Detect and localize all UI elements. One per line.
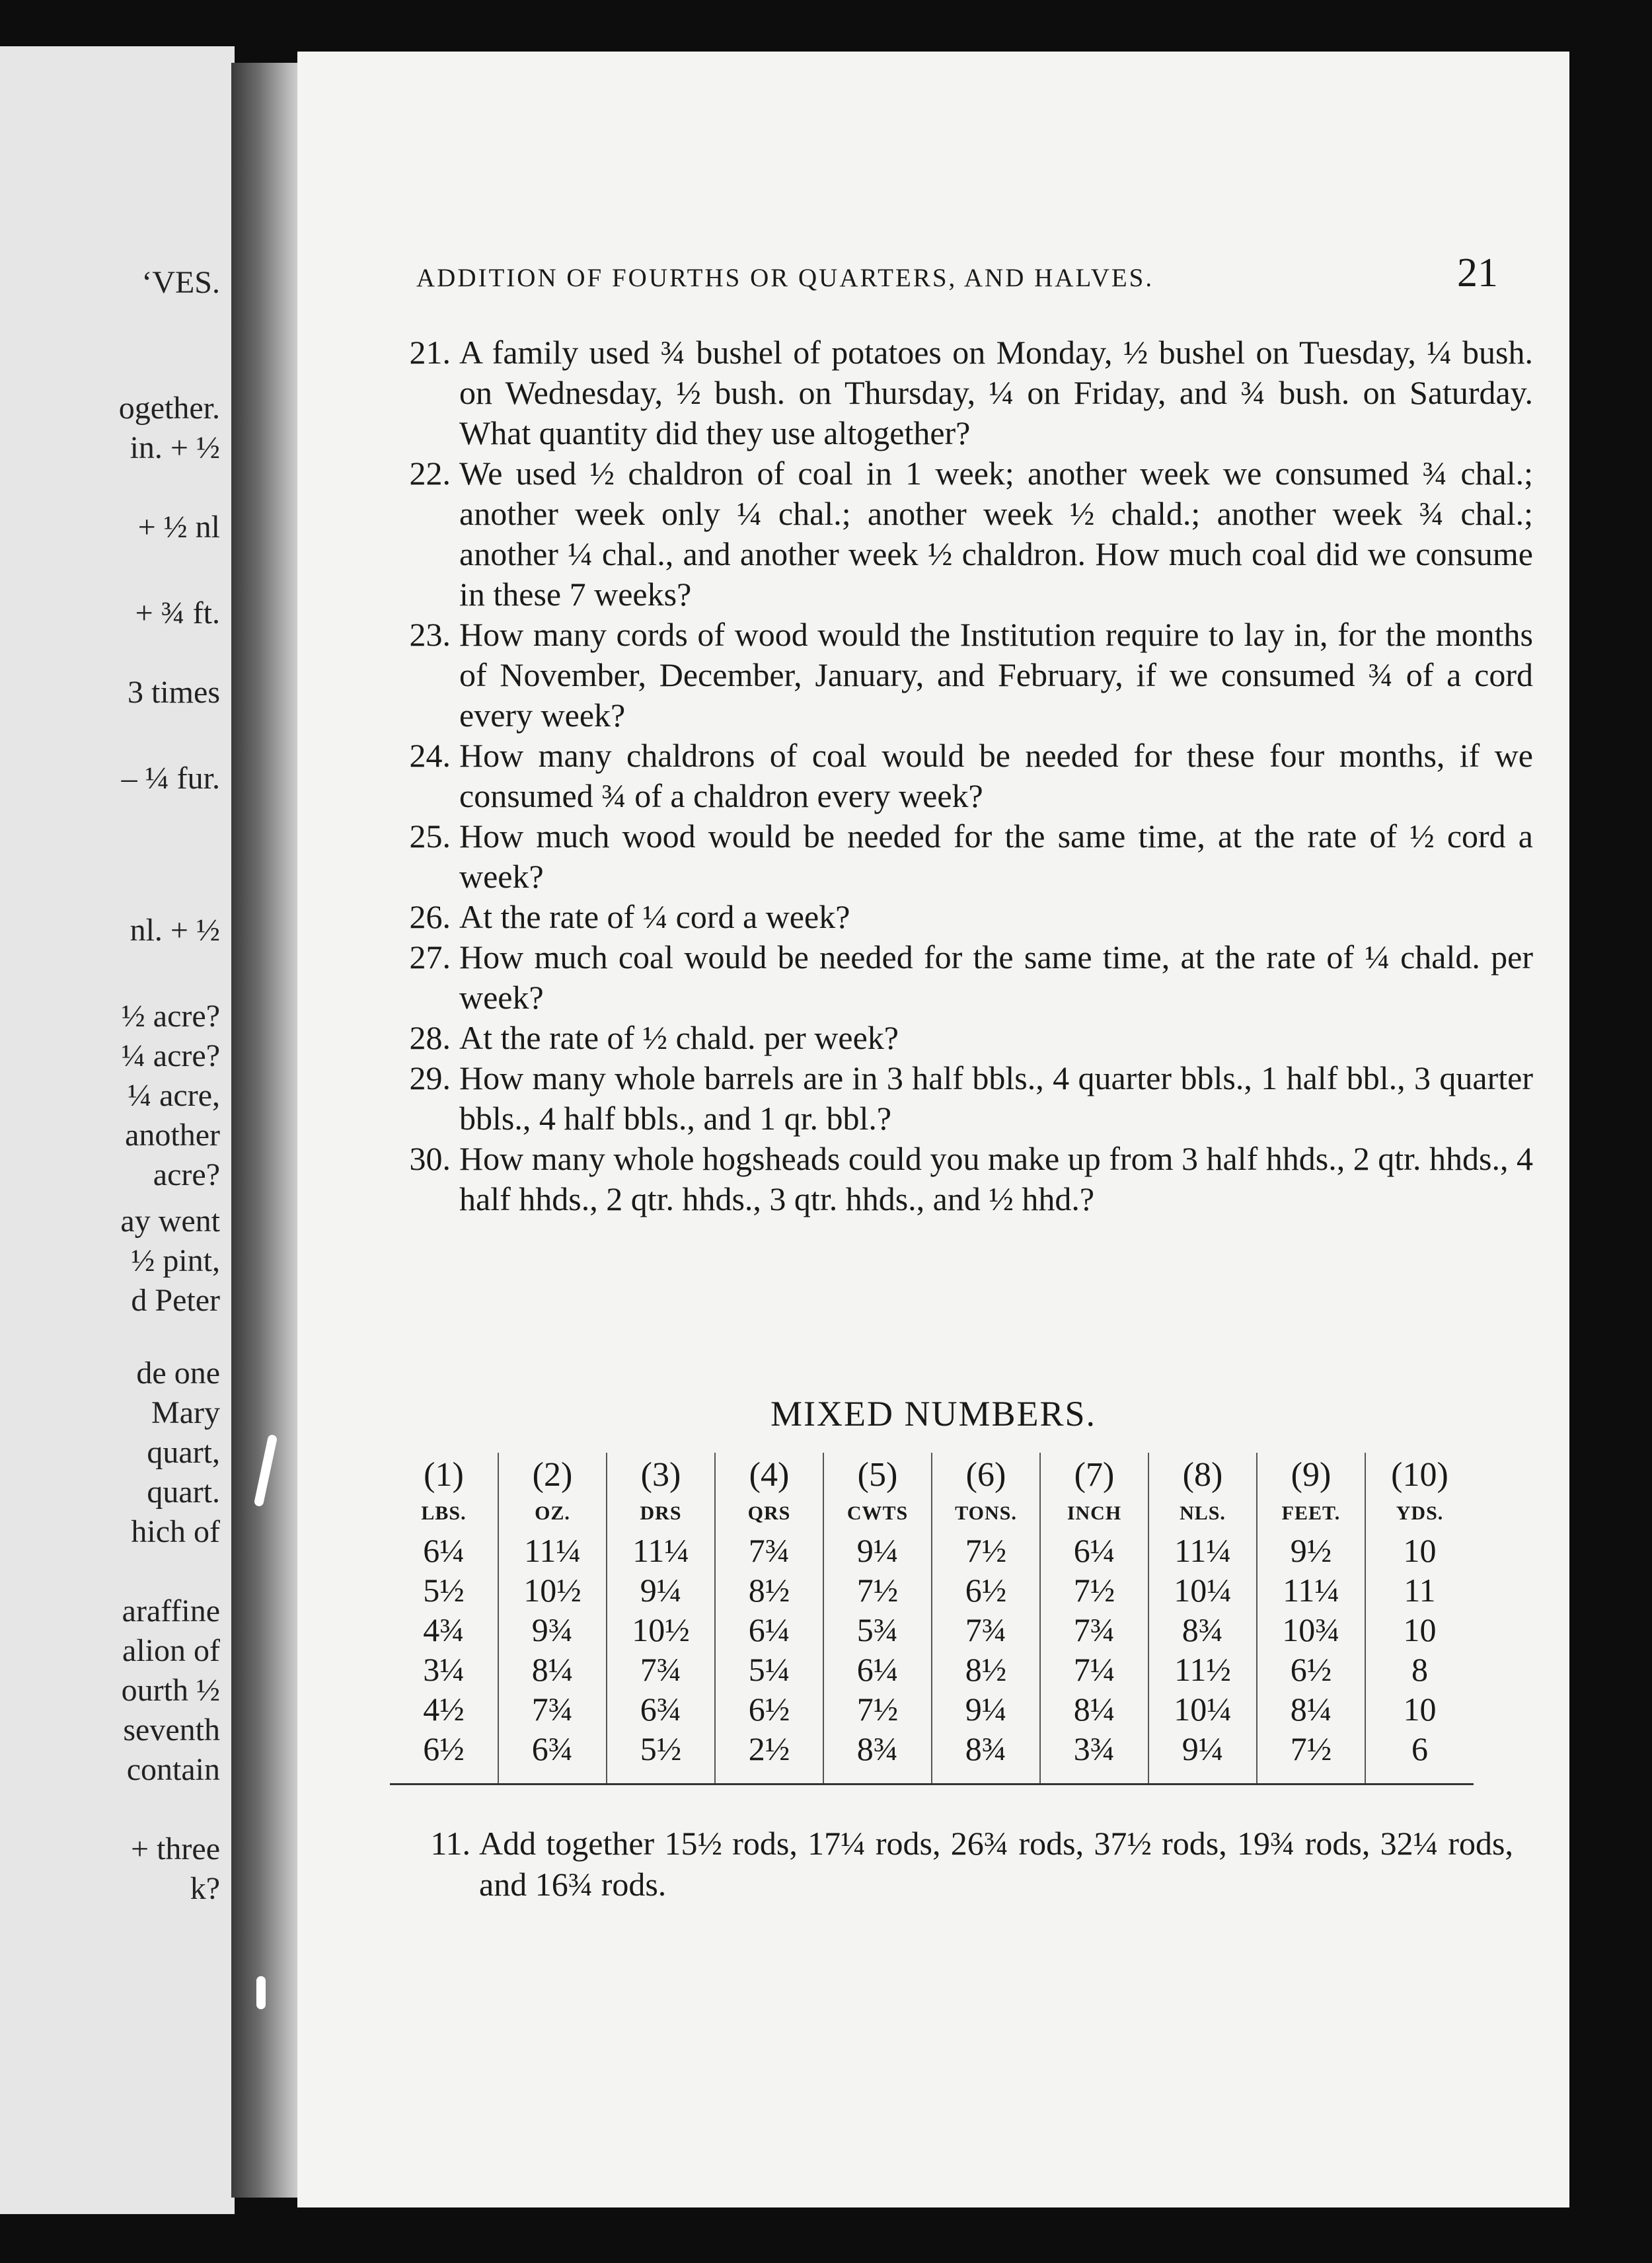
sum-line bbox=[390, 1769, 498, 1784]
sum-line bbox=[715, 1769, 823, 1784]
problem-item bbox=[370, 937, 1533, 1018]
problem-text: How much wood would be needed for the same time, at the rate of ½ cord a week? bbox=[459, 818, 1533, 895]
problem-item bbox=[390, 1823, 1513, 1905]
column-number: (4) bbox=[715, 1453, 823, 1496]
table-cell: 8 bbox=[1365, 1650, 1474, 1689]
problem-item bbox=[370, 332, 1533, 453]
mixed-numbers-body bbox=[390, 1531, 1474, 1784]
right-page bbox=[297, 52, 1569, 2207]
problem-number: 28. bbox=[409, 1019, 451, 1056]
section-title: MIXED NUMBERS. bbox=[770, 1394, 1097, 1434]
table-cell: 5¼ bbox=[715, 1650, 823, 1689]
table-cell: 8¼ bbox=[1257, 1689, 1365, 1729]
left-page-fragment: quart, bbox=[147, 1435, 220, 1470]
left-page-fragment: ay went bbox=[120, 1204, 220, 1239]
column-number: (5) bbox=[823, 1453, 932, 1496]
left-page-fragment: + ½ nl bbox=[137, 510, 220, 545]
sum-line bbox=[932, 1769, 1040, 1784]
table-cell: 10 bbox=[1365, 1610, 1474, 1650]
problem-number: 23. bbox=[409, 616, 451, 653]
left-page-fragment: acre? bbox=[153, 1157, 220, 1192]
sum-line bbox=[498, 1769, 607, 1784]
table-row bbox=[390, 1570, 1474, 1610]
column-unit: YDS. bbox=[1365, 1496, 1474, 1531]
table-cell: 5¾ bbox=[823, 1610, 932, 1650]
problem-number: 27. bbox=[409, 939, 451, 976]
table-row bbox=[390, 1650, 1474, 1689]
column-unit: QRS bbox=[715, 1496, 823, 1531]
table-cell: 8¼ bbox=[498, 1650, 607, 1689]
table-cell: 11½ bbox=[1148, 1650, 1257, 1689]
problem-number: 25. bbox=[409, 818, 451, 855]
left-page-fragment: ogether. bbox=[118, 391, 220, 426]
table-cell: 3¼ bbox=[423, 1651, 465, 1688]
left-page-fragment: quart. bbox=[147, 1475, 220, 1510]
left-page-fragment: ourth ½ bbox=[121, 1673, 220, 1708]
column-unit: FEET. bbox=[1257, 1496, 1365, 1531]
problem-number: 11. bbox=[430, 1825, 470, 1862]
problem-number: 29. bbox=[409, 1059, 451, 1096]
left-page-fragment: ½ acre? bbox=[121, 999, 220, 1034]
scan-artifact-mark bbox=[256, 1976, 266, 2009]
table-row bbox=[390, 1531, 1474, 1570]
problem-text: At the rate of ½ chald. per week? bbox=[459, 1019, 899, 1056]
left-page-fragment: another bbox=[125, 1118, 220, 1153]
sum-line bbox=[1365, 1769, 1474, 1784]
table-cell: 5½ bbox=[423, 1572, 465, 1609]
left-page-fragment: ¼ acre? bbox=[121, 1038, 220, 1073]
table-cell: 2½ bbox=[715, 1729, 823, 1769]
problem-text: How many cords of wood would the Institution require to lay in, for the months of November, December, January, and February, if we consumed ¾ of a cord every week? bbox=[459, 616, 1533, 734]
table-cell: 8½ bbox=[932, 1650, 1040, 1689]
column-unit: INCH bbox=[1040, 1496, 1148, 1531]
problem-item bbox=[370, 1058, 1533, 1139]
left-page-fragment: d Peter bbox=[131, 1283, 220, 1318]
table-row bbox=[390, 1689, 1474, 1729]
table-cell: 10½ bbox=[498, 1570, 607, 1610]
table-cell: 11 bbox=[1365, 1570, 1474, 1610]
problem-list bbox=[370, 332, 1533, 1219]
column-number-row bbox=[390, 1453, 1474, 1496]
table-cell: 11¼ bbox=[1148, 1531, 1257, 1570]
left-page-fragment: k? bbox=[190, 1871, 220, 1906]
problem-item bbox=[370, 1139, 1533, 1219]
problem-text: How many chaldrons of coal would be needed for these four months, if we consumed ¾ of a chaldron every week? bbox=[459, 737, 1533, 814]
table-cell: 10 bbox=[1365, 1531, 1474, 1570]
problem-text: Add together 15½ rods, 17¼ rods, 26¾ rods, 37½ rods, 19¾ rods, 32¼ rods, and 16¾ rods. bbox=[479, 1825, 1513, 1903]
column-number: (7) bbox=[1040, 1453, 1148, 1496]
sum-line-row bbox=[390, 1769, 1474, 1784]
table-cell: 7¾ bbox=[498, 1689, 607, 1729]
table-cell: 7½ bbox=[1257, 1729, 1365, 1769]
table-cell: 7½ bbox=[932, 1531, 1040, 1570]
column-number: (10) bbox=[1365, 1453, 1474, 1496]
column-unit: DRS bbox=[607, 1496, 715, 1531]
column-number: (1) bbox=[424, 1455, 464, 1494]
table-cell: 8¾ bbox=[932, 1729, 1040, 1769]
problem-text: How much coal would be needed for the same time, at the rate of ¼ chald. per week? bbox=[459, 939, 1533, 1016]
table-cell: 6½ bbox=[1257, 1650, 1365, 1689]
left-page-fragment: in. + ½ bbox=[130, 430, 220, 465]
table-cell: 6½ bbox=[715, 1689, 823, 1729]
problem-item bbox=[370, 453, 1533, 615]
table-cell: 5½ bbox=[607, 1729, 715, 1769]
table-cell: 10¼ bbox=[1148, 1689, 1257, 1729]
sum-line bbox=[1148, 1769, 1257, 1784]
table-cell: 6¾ bbox=[607, 1689, 715, 1729]
left-page-fragment: – ¼ fur. bbox=[121, 761, 220, 796]
table-cell: 6½ bbox=[932, 1570, 1040, 1610]
problem-number: 30. bbox=[409, 1140, 451, 1177]
column-unit: NLS. bbox=[1148, 1496, 1257, 1531]
table-cell: 7¾ bbox=[932, 1610, 1040, 1650]
table-cell: 8¼ bbox=[1040, 1689, 1148, 1729]
table-cell: 9¾ bbox=[498, 1610, 607, 1650]
table-cell: 6¼ bbox=[1040, 1531, 1148, 1570]
problem-item bbox=[370, 736, 1533, 816]
table-cell: 8¾ bbox=[823, 1729, 932, 1769]
running-head: ADDITION OF FOURTHS OR QUARTERS, AND HALVES. bbox=[416, 264, 1154, 292]
left-page-fragment: de one bbox=[136, 1356, 220, 1391]
table-cell: 6¼ bbox=[715, 1610, 823, 1650]
sum-line bbox=[1257, 1769, 1365, 1784]
table-cell: 10 bbox=[1365, 1689, 1474, 1729]
left-page-edge bbox=[0, 46, 235, 2214]
left-page-fragment: + three bbox=[131, 1831, 220, 1866]
problem-number: 26. bbox=[409, 898, 451, 935]
column-number: (3) bbox=[607, 1453, 715, 1496]
problem-text: At the rate of ¼ cord a week? bbox=[459, 898, 850, 935]
table-cell: 6¼ bbox=[423, 1532, 465, 1569]
table-cell: 10¾ bbox=[1257, 1610, 1365, 1650]
problem-text: A family used ¾ bushel of potatoes on Monday, ½ bushel on Tuesday, ¼ bush. on Wednesday, ½ bush. on Thursday, ¼ on Friday, and ¾ bush. on Saturday. What quantity did they use altogether? bbox=[459, 334, 1533, 451]
left-page-fragment: ½ pint, bbox=[131, 1243, 220, 1278]
left-page-fragment: nl. + ½ bbox=[130, 913, 220, 948]
table-cell: 7½ bbox=[823, 1570, 932, 1610]
table-cell: 7½ bbox=[1040, 1570, 1148, 1610]
table-cell: 7¾ bbox=[607, 1650, 715, 1689]
column-unit: LBS. bbox=[421, 1502, 467, 1524]
table-cell: 11¼ bbox=[1257, 1570, 1365, 1610]
problem-item bbox=[370, 816, 1533, 897]
problem-item bbox=[370, 897, 1533, 937]
problem-number: 21. bbox=[409, 334, 451, 371]
column-number: (2) bbox=[498, 1453, 607, 1496]
problem-text: How many whole barrels are in 3 half bbls., 4 quarter bbls., 1 half bbl., 3 quarter bbls., 4 half bbls., and 1 qr. bbl.? bbox=[459, 1059, 1533, 1137]
left-page-fragment: contain bbox=[126, 1752, 220, 1787]
table-cell: 8½ bbox=[715, 1570, 823, 1610]
problem-number: 22. bbox=[409, 455, 451, 492]
table-cell: 9¼ bbox=[932, 1689, 1040, 1729]
column-number: (9) bbox=[1257, 1453, 1365, 1496]
left-page-fragment: 3 times bbox=[128, 675, 220, 710]
unit-row bbox=[390, 1496, 1474, 1531]
table-cell: 8¾ bbox=[1148, 1610, 1257, 1650]
table-cell: 6 bbox=[1365, 1729, 1474, 1769]
table-cell: 11¼ bbox=[607, 1531, 715, 1570]
final-problem bbox=[390, 1823, 1513, 1905]
table-cell: 7¼ bbox=[1040, 1650, 1148, 1689]
table-cell: 10½ bbox=[607, 1610, 715, 1650]
left-page-fragment: ʻVES. bbox=[141, 265, 220, 300]
table-cell: 4½ bbox=[423, 1691, 465, 1728]
page-number: 21 bbox=[1457, 250, 1498, 295]
table-cell: 9½ bbox=[1257, 1531, 1365, 1570]
sum-line bbox=[823, 1769, 932, 1784]
table-cell: 9¼ bbox=[823, 1531, 932, 1570]
problem-item bbox=[370, 1018, 1533, 1058]
column-number: (6) bbox=[932, 1453, 1040, 1496]
left-page-fragment: araffine bbox=[122, 1593, 220, 1629]
problem-number: 24. bbox=[409, 737, 451, 774]
table-cell: 6¾ bbox=[498, 1729, 607, 1769]
column-unit: TONS. bbox=[932, 1496, 1040, 1531]
column-unit: CWTS bbox=[823, 1496, 932, 1531]
left-page-fragment: Mary bbox=[151, 1395, 220, 1430]
left-page-fragment: + ¾ ft. bbox=[135, 595, 220, 631]
table-cell: 7¾ bbox=[1040, 1610, 1148, 1650]
table-cell: 7½ bbox=[823, 1689, 932, 1729]
sum-line bbox=[1040, 1769, 1148, 1784]
table-cell: 11¼ bbox=[498, 1531, 607, 1570]
table-cell: 9¼ bbox=[607, 1570, 715, 1610]
table-cell: 4¾ bbox=[423, 1611, 465, 1648]
column-unit: OZ. bbox=[498, 1496, 607, 1531]
table-cell: 6¼ bbox=[823, 1650, 932, 1689]
table-row bbox=[390, 1610, 1474, 1650]
left-page-fragment: hich of bbox=[131, 1514, 220, 1549]
problem-text: We used ½ chaldron of coal in 1 week; another week we consumed ¾ chal.; another week only ¼ chal.; another week ½ chald.; another week ¾ chal.; another ¼ chal., and another week ½ chaldron. How much coal did we consume in these 7 weeks? bbox=[459, 455, 1533, 613]
table-cell: 3¾ bbox=[1040, 1729, 1148, 1769]
table-row bbox=[390, 1729, 1474, 1769]
book-gutter-shadow bbox=[231, 63, 307, 2198]
problem-item bbox=[370, 615, 1533, 736]
table-cell: 6½ bbox=[423, 1730, 465, 1767]
mixed-numbers-table bbox=[390, 1453, 1474, 1785]
table-cell: 9¼ bbox=[1148, 1729, 1257, 1769]
table-cell: 10¼ bbox=[1148, 1570, 1257, 1610]
left-page-fragment: seventh bbox=[123, 1712, 220, 1747]
table-cell: 7¾ bbox=[715, 1531, 823, 1570]
left-page-fragment: ¼ acre, bbox=[128, 1078, 220, 1113]
sum-line bbox=[607, 1769, 715, 1784]
column-number: (8) bbox=[1148, 1453, 1257, 1496]
left-page-fragment: alion of bbox=[122, 1633, 220, 1668]
problem-text: How many whole hogsheads could you make up from 3 half hhds., 2 qtr. hhds., 4 half hhds., 2 qtr. hhds., 3 qtr. hhds., and ½ hhd.? bbox=[459, 1140, 1533, 1217]
